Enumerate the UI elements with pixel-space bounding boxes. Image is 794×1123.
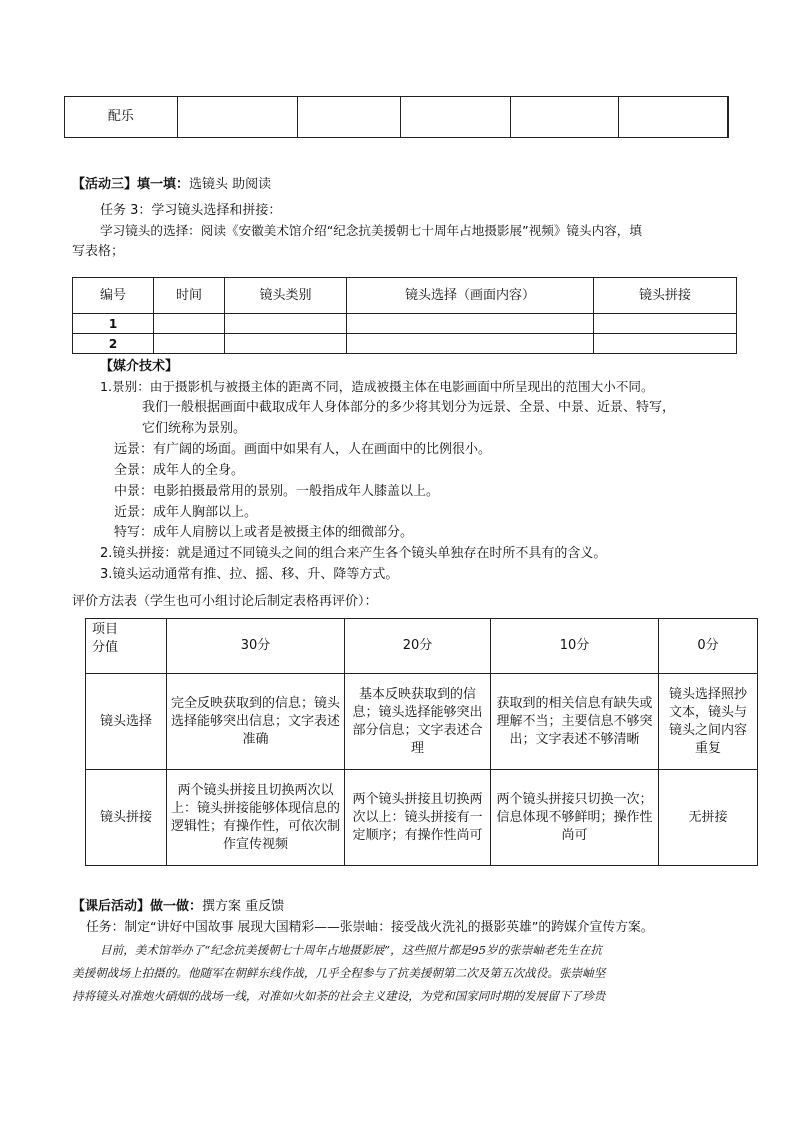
after-class-task: 任务：制定“讲好中国故事 展现大国精彩——张崇岫：接受战火洗礼的摄影英雄”的跨媒介宣传方案。 <box>86 920 654 935</box>
activity3-task: 任务 3：学习镜头选择和拼接： <box>100 203 282 218</box>
activity3-title: 填一填： <box>137 177 190 192</box>
after-class-heading <box>72 898 284 916</box>
table-cell <box>225 334 347 354</box>
eval-table <box>85 618 758 866</box>
table-cell <box>347 314 594 334</box>
table-cell <box>659 770 758 866</box>
table-cell <box>154 314 225 334</box>
header-cell: 编号 <box>73 278 154 314</box>
media-close-shot: 近景：成年人胸部以上。 <box>114 505 258 520</box>
table-cell <box>491 674 659 770</box>
activity3-bracket: 【活动三】 <box>72 177 138 192</box>
media-item1-line2: 我们一般根据画面中截取成年人身体部分的多少将其划分为远景、全景、中景、近景、特写， <box>142 400 676 415</box>
row-number-cell: 2 <box>73 334 154 354</box>
after-class-para-line3: 持将镜头对准炮火硝烟的战场一线，对准如火如荼的社会主义建设，为党和国家同时期的发展留下了珍贵 <box>72 989 606 1003</box>
media-item1-line1: 1.景别：由于摄影机与被摄主体的距离不同，造成被摄主体在电影画面中所呈现出的范围大小不同。 <box>100 379 654 394</box>
table-cell <box>491 770 659 866</box>
corner-score: 分值 <box>92 640 119 655</box>
activity3-rest: 选镜头 助阅读 <box>189 177 272 192</box>
corner-cell <box>86 619 167 674</box>
empty-cell <box>400 97 510 138</box>
score-header: 0分 <box>659 619 758 674</box>
header-cell: 镜头类别 <box>225 278 347 314</box>
media-item2: 2.镜头拼接：就是通过不同镜头之间的组合来产生各个镜头单独存在时所不具有的含义。 <box>100 546 607 561</box>
table-cell <box>659 674 758 770</box>
row-label: 配乐 <box>107 109 134 124</box>
media-far-shot: 远景：有广阔的场面。画面中如果有人，人在画面中的比例很小。 <box>114 442 492 457</box>
row-label-cell <box>65 97 178 138</box>
table-cell <box>225 314 347 334</box>
table-row <box>73 334 737 354</box>
empty-cell <box>298 97 401 138</box>
table-cell <box>167 674 345 770</box>
empty-cell <box>728 97 729 138</box>
table-row <box>86 619 758 674</box>
table-cell <box>594 314 737 334</box>
media-item3: 3.镜头运动通常有推、拉、摇、移、升、降等方式。 <box>100 567 399 582</box>
row-label-cell: 镜头选择 <box>86 674 167 770</box>
after-class-para-line2: 美援朝战场上拍摄的。他随军在朝鲜东线作战，几乎全程参与了抗美援朝第二次及第五次战役。张崇岫坚 <box>72 966 606 980</box>
header-cell: 镜头选择（画面内容） <box>347 278 594 314</box>
cell-text: 获取到的相关信息有缺失或理解不当；主要信息不够突出；文字表述不够清晰 <box>496 695 653 747</box>
shot-table <box>72 277 737 354</box>
cell-text: 镜头选择照抄文本，镜头与镜头之间内容重复 <box>668 686 747 756</box>
after-class-title: 做一做： <box>150 899 203 914</box>
table-cell <box>347 334 594 354</box>
corner-project: 项目 <box>92 622 119 637</box>
header-cell: 镜头拼接 <box>594 278 737 314</box>
table-row <box>73 278 737 314</box>
media-tech-title: 【媒介技术】 <box>100 359 179 374</box>
top-table <box>64 96 729 138</box>
cell-text: 完全反映获取到的信息；镜头选择能够突出信息；文字表述准确 <box>171 695 341 747</box>
table-cell <box>345 674 491 770</box>
row-label-cell: 镜头拼接 <box>86 770 167 866</box>
after-class-para-line1: 目前，美术馆举办了“纪念抗美援朝七十周年占地摄影展”，这些照片都是95岁的张崇岫老先生在抗 <box>100 943 602 957</box>
media-full-shot: 全景：成年人的全身。 <box>114 463 245 478</box>
table-cell <box>594 334 737 354</box>
table-row <box>65 97 729 138</box>
cell-text: 基本反映获取到的信息；镜头选择能够突出部分信息；文字表述合理 <box>352 686 483 756</box>
activity3-desc-line2: 写表格； <box>72 244 125 259</box>
media-item1-line3: 它们统称为景别。 <box>142 421 247 436</box>
table-row <box>86 770 758 866</box>
table-cell <box>154 334 225 354</box>
media-closeup-shot: 特写：成年人肩膀以上或者是被摄主体的细微部分。 <box>114 525 414 540</box>
row-number-cell: 1 <box>73 314 154 334</box>
eval-intro: 评价方法表（学生也可小组讨论后制定表格再评价）： <box>72 594 378 609</box>
activity3-heading <box>72 176 271 194</box>
score-header: 10分 <box>491 619 659 674</box>
score-header: 20分 <box>345 619 491 674</box>
table-row <box>73 314 737 334</box>
header-cell: 时间 <box>154 278 225 314</box>
table-cell <box>345 770 491 866</box>
cell-text: 两个镜头拼接且切换两次以上：镜头拼接能够体现信息的逻辑性；有操作性，可依次制作宣传视频 <box>171 782 341 852</box>
media-medium-shot: 中景：电影拍摄最常用的景别。一般指成年人膝盖以上。 <box>114 484 440 499</box>
table-row <box>86 674 758 770</box>
empty-cell <box>510 97 619 138</box>
cell-text: 两个镜头拼接且切换两次以上：镜头拼接有一定顺序；有操作性尚可 <box>352 791 483 843</box>
after-class-rest: 撰方案 重反馈 <box>202 899 285 914</box>
after-class-bracket: 【课后活动】 <box>72 899 151 914</box>
empty-cell <box>619 97 728 138</box>
cell-text: 无拼接 <box>688 809 728 825</box>
activity3-desc-line1: 学习镜头的选择：阅读《安徽美术馆介绍“纪念抗美援朝七十周年占地摄影展”视频》镜头内容，填 <box>100 223 642 238</box>
table-cell <box>167 770 345 866</box>
score-header: 30分 <box>167 619 345 674</box>
empty-cell <box>177 97 298 138</box>
cell-text: 两个镜头拼接只切换一次；信息体现不够鲜明；操作性尚可 <box>496 791 653 843</box>
